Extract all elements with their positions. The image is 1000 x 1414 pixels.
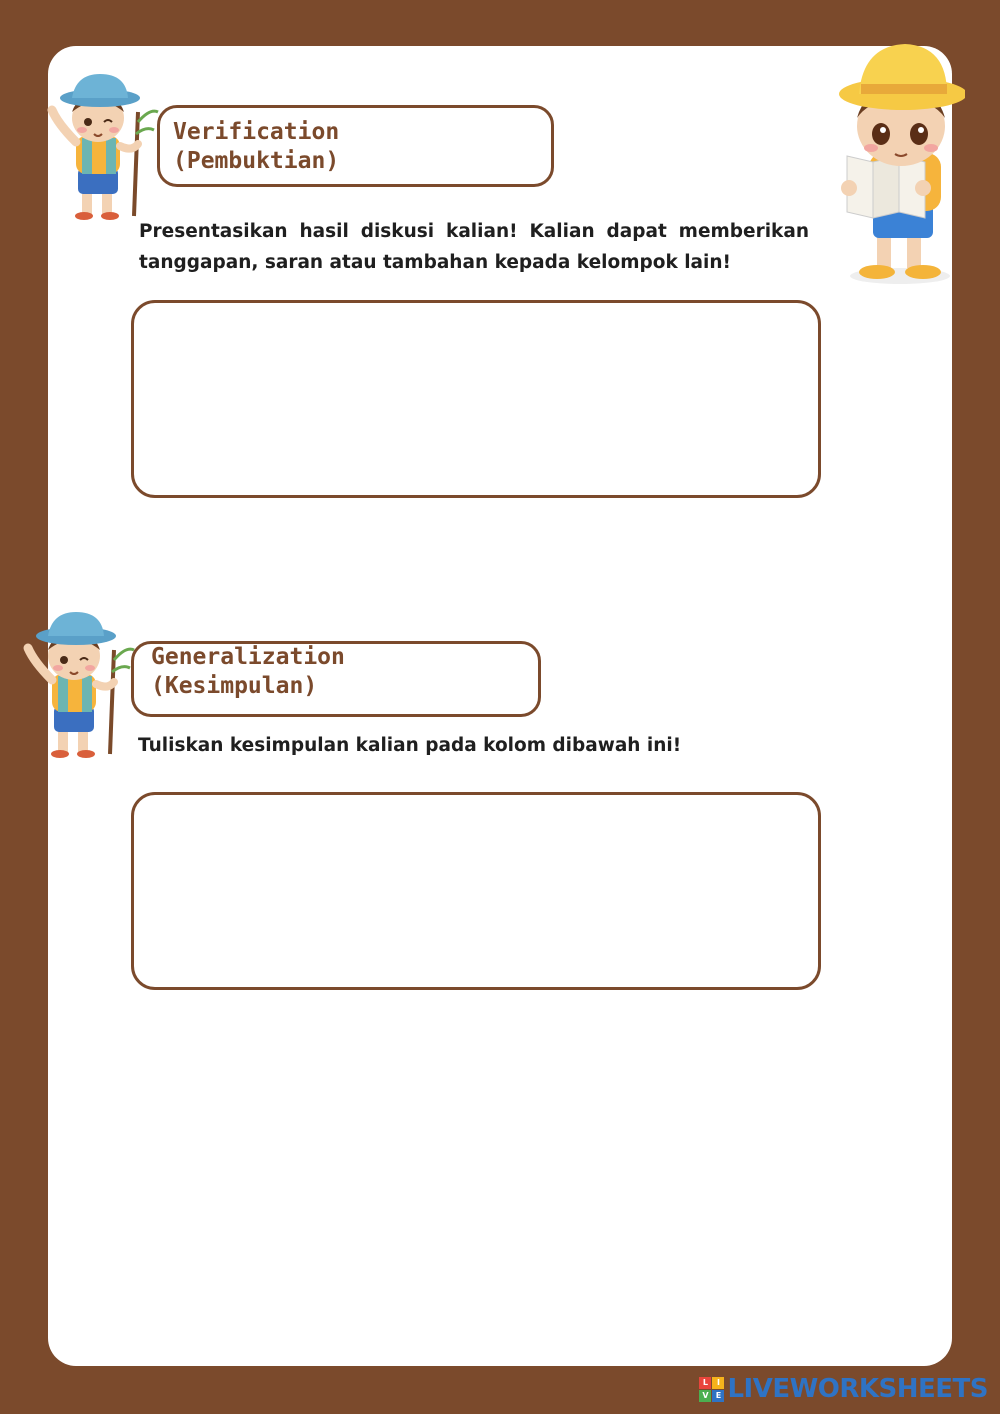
generalization-title-line1: Generalization [151, 644, 345, 670]
badge-letter: V [699, 1390, 711, 1402]
verification-title [173, 118, 339, 176]
verification-title-line1: Verification [173, 119, 340, 145]
verification-answer-field[interactable] [131, 300, 821, 498]
generalization-answer-field[interactable] [131, 792, 821, 990]
badge-letter: I [712, 1377, 724, 1389]
verification-title-line2: (Pembuktian) [173, 148, 340, 174]
generalization-title [151, 643, 345, 701]
kid-hiker-illustration [46, 72, 166, 222]
badge-letter: L [699, 1377, 711, 1389]
generalization-instruction: Tuliskan kesimpulan kalian pada kolom dibawah ini! [138, 735, 682, 756]
kid-hiker-illustration [22, 610, 142, 760]
badge-letter: E [712, 1390, 724, 1402]
liveworksheets-badge-icon [699, 1377, 724, 1402]
liveworksheets-brand-text: LIVEWORKSHEETS [727, 1374, 988, 1404]
generalization-title-line2: (Kesimpulan) [151, 673, 318, 699]
liveworksheets-logo[interactable] [699, 1372, 988, 1406]
verification-instruction: Presentasikan hasil diskusi kalian! Kalian dapat memberikan tanggapan, saran atau tambahan kepada kelompok lain! [139, 221, 809, 273]
kid-with-map-illustration [835, 38, 965, 288]
